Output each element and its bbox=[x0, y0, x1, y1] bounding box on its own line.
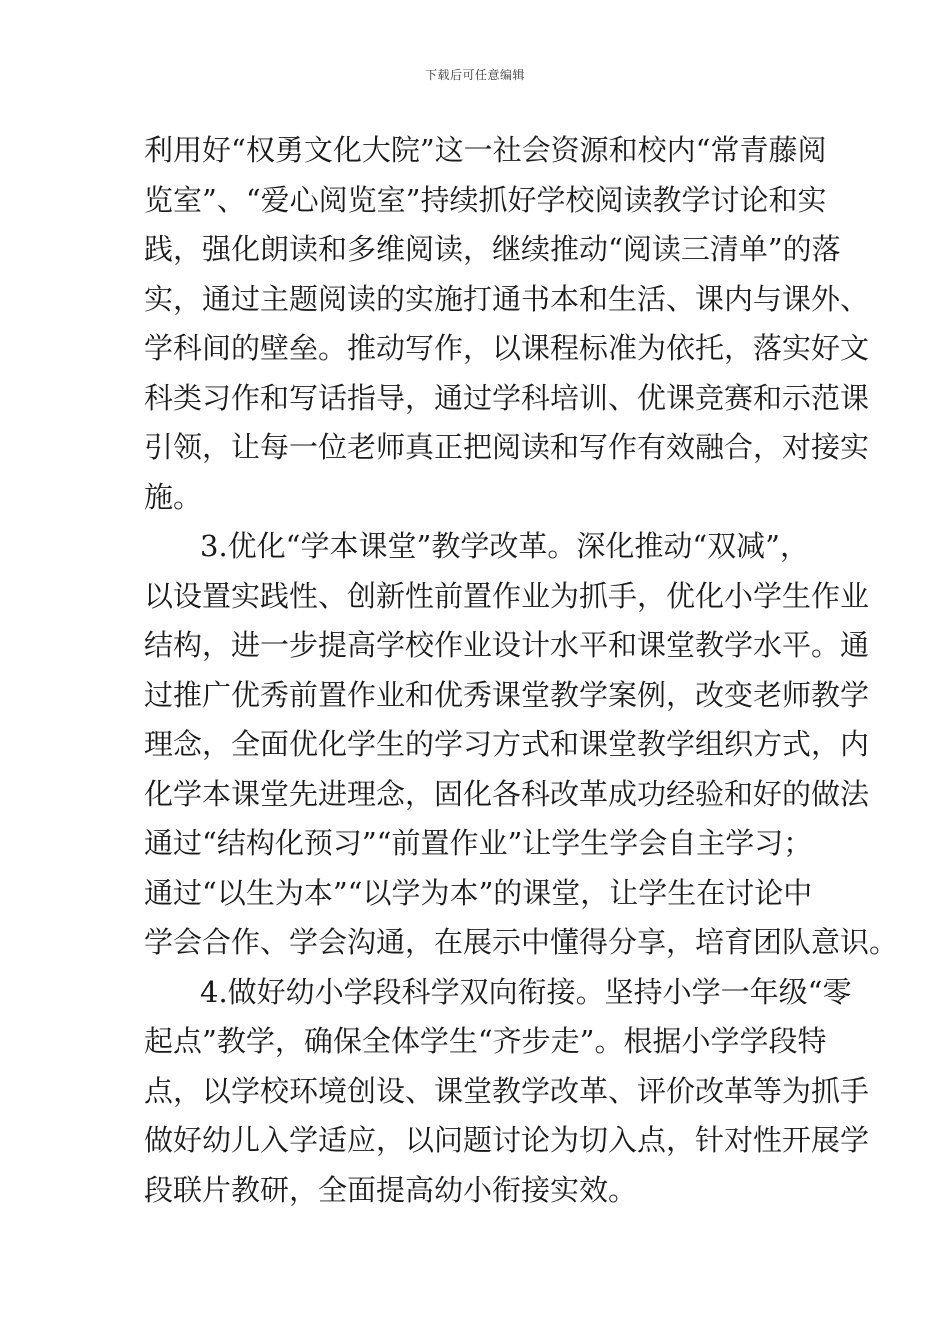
text-line: 过推广优秀前置作业和优秀课堂教学案例，改变老师教学 bbox=[144, 677, 870, 712]
text-line: 做好幼儿入学适应，以问题讨论为切入点，针对性开展学 bbox=[144, 1123, 870, 1157]
text-line: 览室”、“爱心阅览室”持续抓好学校阅读教学讨论和实 bbox=[144, 182, 827, 217]
text-line: 施。 bbox=[144, 479, 203, 514]
text-line: 化学本课堂先进理念，固化各科改革成功经验和好的做法 bbox=[144, 776, 870, 811]
paragraph-start-line: 3.优化“学本课堂”教学改革。深化推动“双减”， bbox=[200, 529, 809, 563]
text-line: 科类习作和写话指导，通过学科培训、优课竞赛和示范课 bbox=[144, 380, 870, 415]
text-line: 实，通过主题阅读的实施打通书本和生活、课内与课外、 bbox=[144, 281, 870, 316]
text-line: 践，强化朗读和多维阅读，继续推动“阅读三清单”的落 bbox=[144, 232, 841, 266]
text-line: 通过“结构化预习”“前置作业”让学生学会自主学习； bbox=[144, 826, 813, 860]
text-line: 段联片教研，全面提高幼小衔接实效。 bbox=[144, 1172, 638, 1207]
text-line: 以设置实践性、创新性前置作业为抓手，优化小学生作业 bbox=[144, 578, 870, 613]
paragraph-start-line: 4.做好幼小学段科学双向衔接。坚持小学一年级“零 bbox=[200, 974, 852, 1009]
text-line: 学科间的壁垒。推动写作，以课程标准为依托，落实好文 bbox=[144, 331, 870, 365]
text-line: 起点”教学，确保全体学生“齐步走”。根据小学学段特 bbox=[144, 1024, 827, 1058]
text-line: 通过“以生为本”“以学为本”的课堂，让学生在讨论中 bbox=[144, 875, 813, 910]
text-line: 理念，全面优化学生的学习方式和课堂教学组织方式，内 bbox=[144, 727, 870, 761]
text-line: 结构，进一步提高学校作业设计水平和课堂教学水平。通 bbox=[144, 628, 870, 662]
document-body bbox=[144, 126, 899, 1215]
text-line: 引领，让每一位老师真正把阅读和写作有效融合，对接实 bbox=[144, 430, 870, 464]
text-line: 利用好“权勇文化大院”这一社会资源和校内“常青藤阅 bbox=[144, 133, 827, 167]
text-line: 点，以学校环境创设、课堂教学改革、评价改革等为抓手 bbox=[144, 1073, 870, 1108]
page-header-note: 下载后可任意编辑 bbox=[424, 68, 525, 82]
text-line: 学会合作、学会沟通，在展示中懂得分享，培育团队意识。 bbox=[144, 925, 899, 959]
